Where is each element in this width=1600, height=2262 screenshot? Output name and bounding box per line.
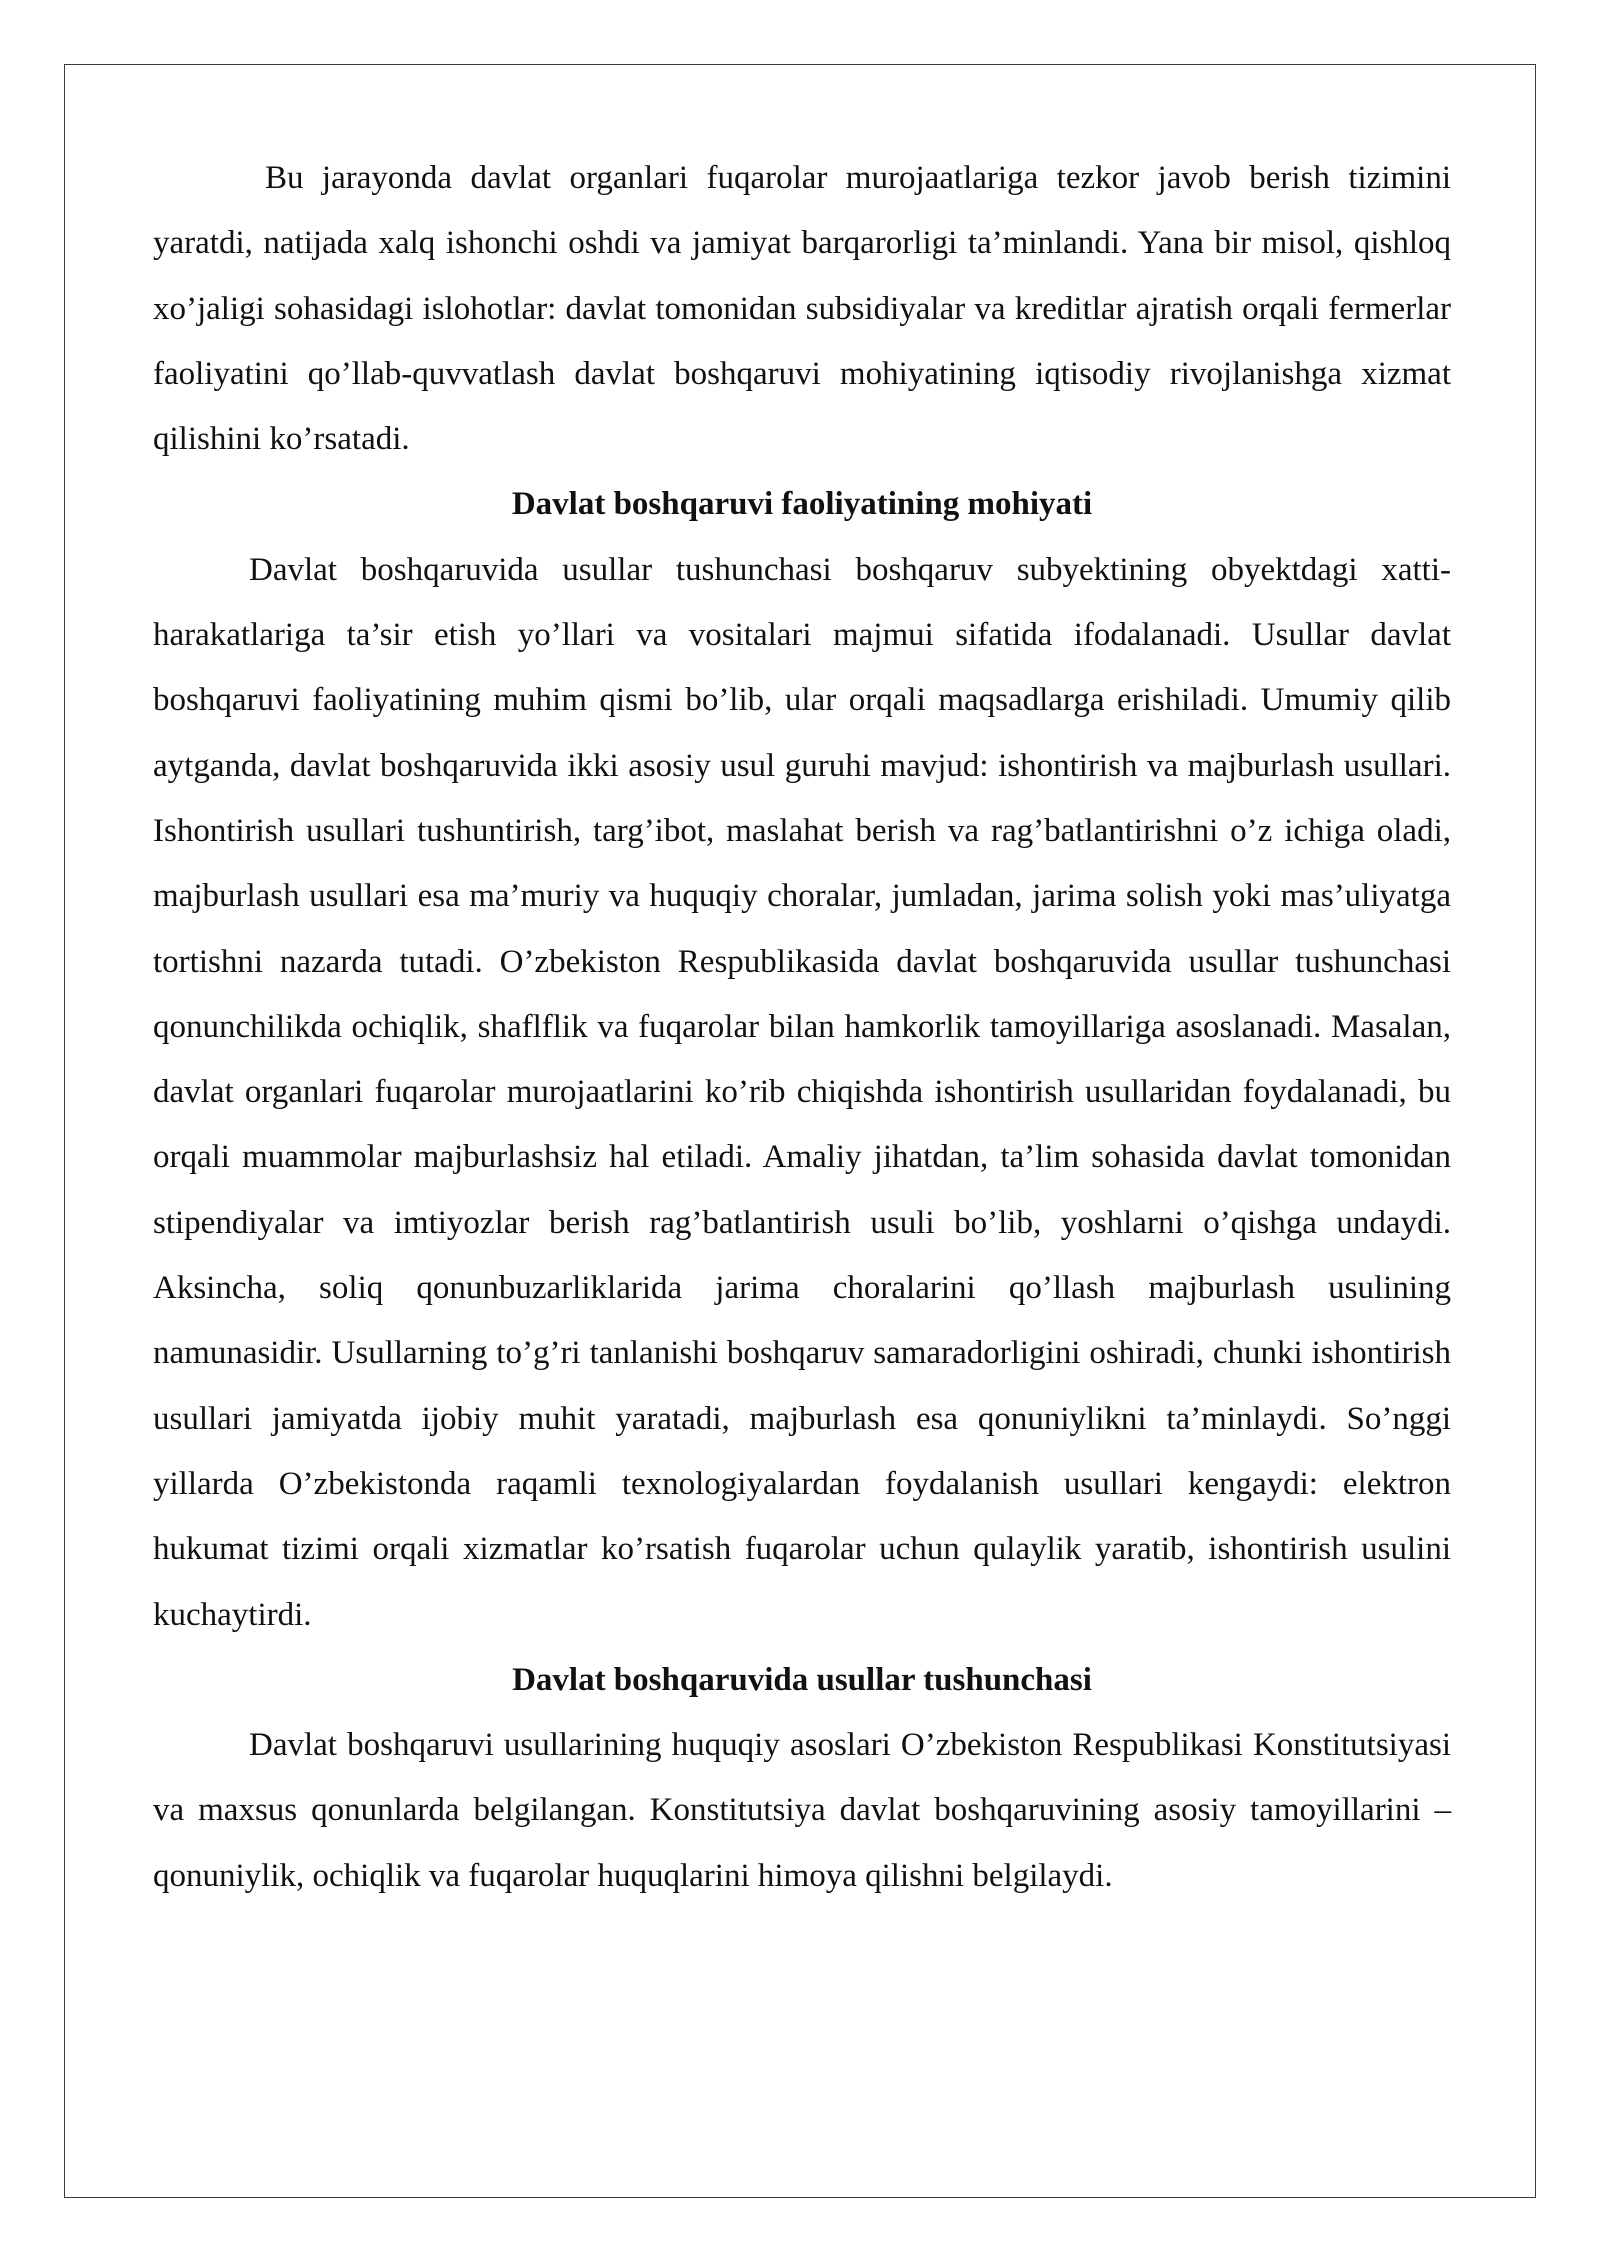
document-body — [153, 146, 1451, 1909]
body-paragraph: Davlat boshqaruvi usullarining huquqiy asoslari O’zbekiston Respublikasi Konstitutsiyasi va maxsus qonunlarda belgilangan. Konstitutsiya davlat boshqaruvining asosiy tamoyillarini – qonuniylik, ochiqlik va fuqarolar huquqlarini himoya qilishni belgilaydi. — [153, 1727, 1451, 1894]
section-heading: Davlat boshqaruvida usullar tushunchasi — [512, 1661, 1092, 1698]
section-heading: Davlat boshqaruvi faoliyatining mohiyati — [511, 486, 1093, 523]
body-paragraph: Davlat boshqaruvida usullar tushunchasi boshqaruv subyektining obyektdagi xatti-harakatlariga ta’sir etish yo’llari va vositalari majmui sifatida ifodalanadi. Usullar davlat boshqaruvi faoliyatining muhim qismi bo’lib, ular orqali maqsadlarga erishiladi. Umumiy qilib aytganda, davlat boshqaruvida ikki asosiy usul guruhi mavjud: ishontirish va majburlash usullari. Ishontirish usullari tushuntirish, targ’ibot, maslahat berish va rag’batlantirishni o’z ichiga oladi, majburlash usullari esa ma’muriy va huquqiy choralar, jumladan, jarima solish yoki mas’uliyatga tortishni nazarda tutadi. O’zbekiston Respublikasida davlat boshqaruvida usullar tushunchasi qonunchilikda ochiqlik, shaflflik va fuqarolar bilan hamkorlik tamoyillariga asoslanadi. Masalan, davlat organlari fuqarolar murojaatlarini ko’rib chiqishda ishontirish usullaridan foydalanadi, bu orqali muammolar majburlashsiz hal etiladi. Amaliy jihatdan, ta’lim sohasida davlat tomonidan stipendiyalar va imtiyozlar berish rag’batlantirish usuli bo’lib, yoshlarni o’qishga undaydi. Aksincha, soliq qonunbuzarliklarida jarima choralarini qo’llash majburlash usulining namunasidir. Usullarning to’g’ri tanlanishi boshqaruv samaradorligini oshiradi, chunki ishontirish usullari jamiyatda ijobiy muhit yaratadi, majburlash esa qonuniylikni ta’minlaydi. So’nggi yillarda O’zbekistonda raqamli texnologiyalardan foydalanish usullari kengaydi: elektron hukumat tizimi orqali xizmatlar ko’rsatish fuqarolar uchun qulaylik yaratib, ishontirish usulini kuchaytirdi. — [153, 551, 1451, 1633]
body-paragraph: Bu jarayonda davlat organlari fuqarolar murojaatlariga tezkor javob berish tizimini yaratdi, natijada xalq ishonchi oshdi va jamiyat barqarorligi ta’minlandi. Yana bir misol, qishloq xo’jaligi sohasidagi islohotlar: davlat tomonidan subsidiyalar va kreditlar ajratish orqali fermerlar faoliyatini qo’llab-quvvatlash davlat boshqaruvi mohiyatining iqtisodiy rivojlanishga xizmat qilishini ko’rsatadi. — [153, 160, 1451, 458]
